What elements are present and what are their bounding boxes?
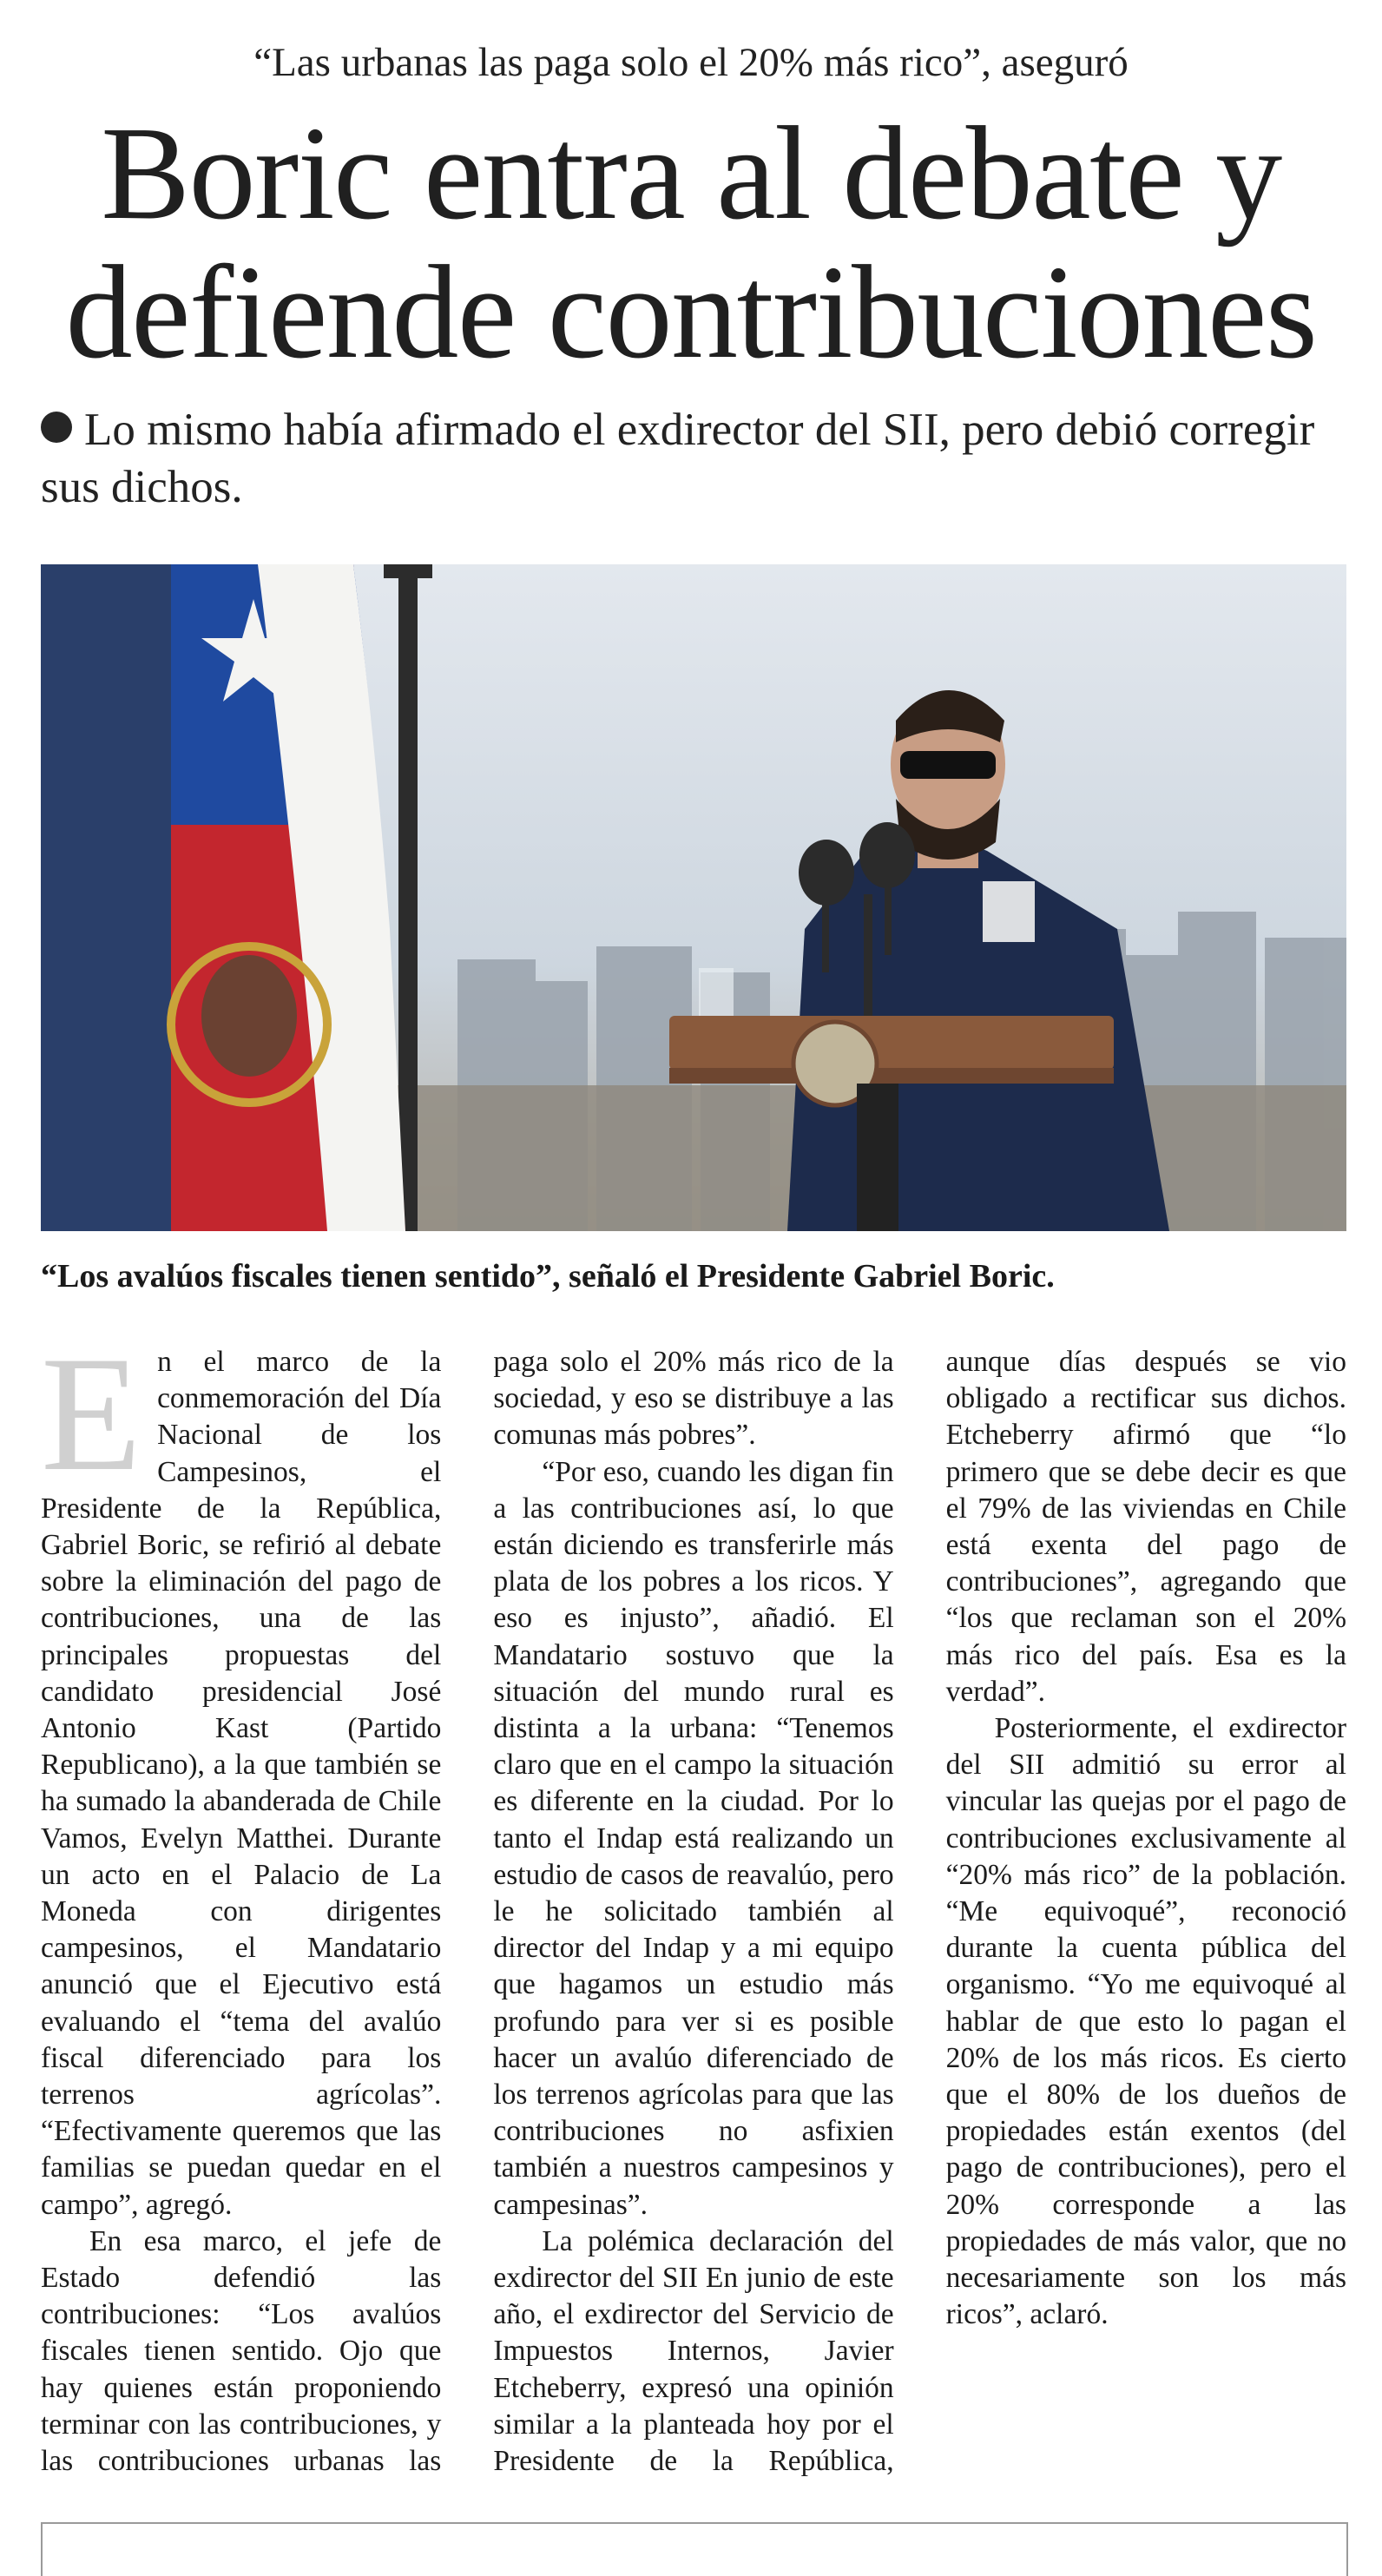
paragraph-1-text: n el marco de la conmemoración del Día Nacional de los Campesinos, el Presidente de la República, Gabriel Boric, se refirió al debate sobre la eliminación del pago de contribuciones, una de las principales propuestas del candidato presidencial José Antonio Kast (Partido Republicano), a la que también se ha sumado la abanderada de Chile Vamos, Evelyn Matthei. Durante un acto en el Palacio de La Moneda con dirigentes campesinos, el Mandatario anunció que el Ejecutivo está evaluando el “tema del avalúo fiscal diferenciado para los terrenos agrícolas”. “Efectivamente queremos que las familias se puedan quedar en el campo”, agregó. [41,1346,442,2221]
drop-cap: E [41,1323,142,1505]
headline-line-1: Boric entra al debate y [101,100,1281,247]
paragraph-3: “Por eso, cuando les digan fin a las contribuciones así, lo que están diciendo es transferirle más plata de los pobres a los ricos. Y eso es injusto”, añadió. El Mandatario sostuvo que la situación del mundo rural es distinta a la urbana: “Tenemos claro que en el campo la situación es diferente en la ciudad. Por lo tanto el Indap está realizando un estudio de casos de reavalúo, pero le he solicitado también al director del Indap y a mi equipo que hagamos un estudio más profundo para ver si es posible hacer un avalúo diferenciado de los terrenos agrícolas para que las contribuciones no asfixien también a nuestros campesinos y campesinas”. [493,1455,894,2221]
paragraph-1 [41,1323,442,2224]
paragraph-2: En esa marco, el jefe de Estado defendió las contribuciones: “Los avalúos fiscales tienen sentido. Ojo que hay quienes están proponiendo terminar con las contribuciones, y las contribuciones urbanas las paga solo el 20% más rico de la sociedad, y eso se distribuye a las comunas más pobres”. [41,1346,894,2478]
paragraph-4: La polémica declaración del exdirector del SII En junio de este año, el exdirector del Servicio de Impuestos Internos, Javier Etcheberry, expresó una opinión similar a la planteada hoy por el Presidente de la República, aunque días después se vio obligado a rectificar sus dichos. Etcheberry afirmó que “lo primero que se debe decir es que el 79% de las viviendas en Chile está exenta del pago de contribuciones”, agregando que “los que reclaman son el 20% más rico del país. Esa es la verdad”. [493,1346,1346,2478]
headline-line-2: defiende contribuciones [65,239,1317,386]
paragraph-5: Posteriormente, el exdirector del SII admitió su error al vincular las quejas por el pago de contribuciones exclusivamente al “20% más rico” de la población. “Me equivoqué”, reconoció durante la cuenta pública del organismo. “Yo me equivoqué al hablar de que esto lo pagan el 20% de los más ricos. Es cierto que el 80% de los dueños de propiedades están exentos (del pago de contribuciones), pero el 20% corresponde a las propiedades de más valor, que no necesariamente son los más ricos”, aclaró. [945,1712,1346,2331]
photo-caption: “Los avalúos fiscales tienen sentido”, señaló el Presidente Gabriel Boric. [41,1258,1055,1295]
photo-illustration [41,564,1346,1231]
kicker: “Las urbanas las paga solo el 20% más rico”, aseguró [253,40,1129,85]
flag-pole [398,564,418,1231]
article-body [41,1323,1346,2499]
dark-backdrop [41,564,171,1231]
jacket-logo [983,881,1035,942]
deck-text: Lo mismo había afirmado el exdirector del SII, pero debió corregir sus dichos. [41,405,1315,512]
deck [41,401,1352,516]
bullet-icon [41,412,72,443]
photo-boric-podium [41,564,1346,1231]
headline [35,100,1347,386]
water-glass [699,968,734,1016]
next-article-box [41,2522,1348,2576]
